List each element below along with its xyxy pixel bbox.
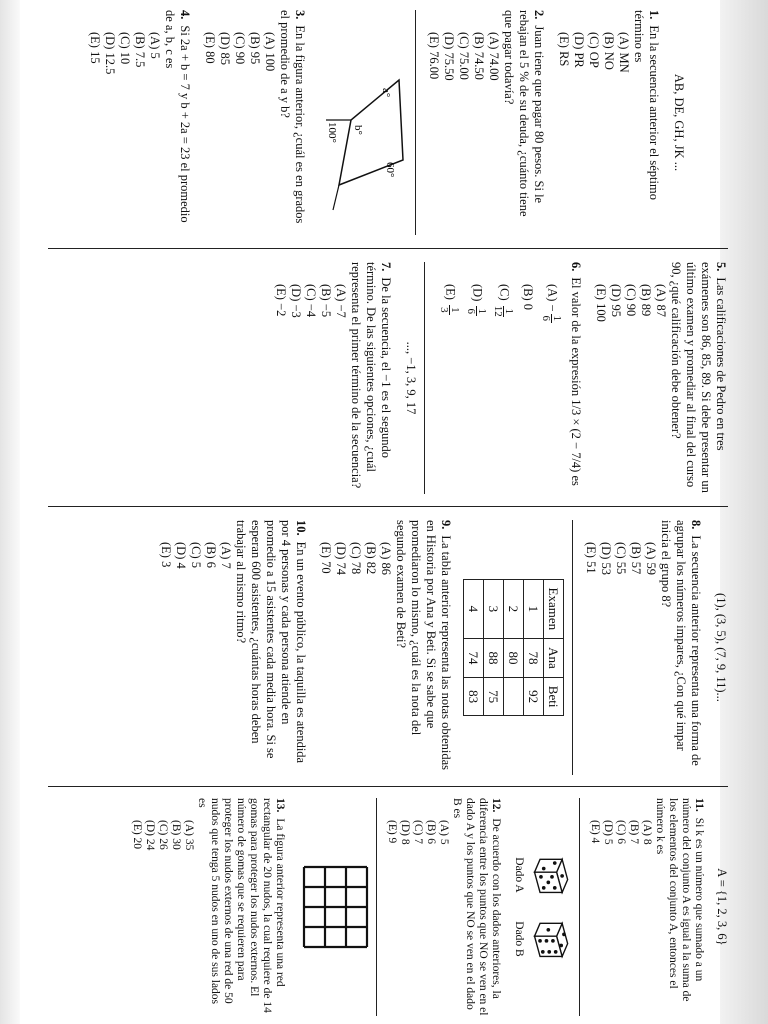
question-number: 2.	[532, 10, 546, 20]
question-text: La figura anterior representa una red rectangular de 20 nudos, la cual requiere de 14 gomas para proteger los nudos externos. El número de gomas que se requieren para proteger los nudos externos de una red de 50 nudos que tenga 5 nudos en uno de sus lados es	[196, 798, 286, 1013]
column-4	[130, 798, 728, 1016]
option[interactable]: (A) 86	[379, 542, 393, 575]
separator-line	[572, 520, 573, 775]
option[interactable]: (B) 0	[521, 284, 535, 311]
angle-a-label: a°	[380, 88, 392, 98]
option[interactable]: (D) 4	[174, 542, 188, 569]
question-11	[588, 798, 705, 1016]
question-number: 12.	[490, 798, 502, 813]
option[interactable]: (A) 74.00	[487, 32, 501, 81]
question-number: 1.	[647, 10, 661, 20]
option[interactable]: (E) 80	[203, 32, 217, 64]
column-1	[87, 10, 728, 235]
question-7	[273, 262, 393, 494]
page-shadow-left	[0, 0, 20, 1024]
question-5	[593, 262, 728, 494]
option[interactable]: (C) 78	[349, 542, 363, 575]
separator-line	[415, 10, 416, 235]
option[interactable]: (A) 8	[641, 820, 653, 845]
separator-line	[424, 262, 425, 494]
option[interactable]: (C) 5	[189, 542, 203, 569]
question-number: 7.	[379, 262, 393, 272]
question-8	[583, 520, 703, 775]
option[interactable]: (B) 82	[364, 542, 378, 575]
question-text-end: es	[569, 475, 583, 486]
grades-table	[463, 579, 564, 717]
option[interactable]: (E) 3	[159, 542, 173, 568]
option[interactable]: (B) NO	[602, 32, 616, 70]
table-header: Examen	[544, 579, 564, 639]
question-2	[426, 10, 546, 235]
option[interactable]: (C) 90	[233, 32, 247, 65]
question-6	[439, 262, 583, 494]
rectangular-net-icon	[300, 862, 372, 952]
option[interactable]: (E) −2	[274, 284, 288, 317]
angle-60-label: 60°	[384, 162, 396, 178]
question-text: En un evento público, la taquilla es atendida por 4 personas y cada persona atiende en promedio a 15 asistentes cada media hora. Si se esperan 600 asistentes, ¿cuántas horas deben trabajar al mismo ritmo?	[234, 520, 308, 764]
option[interactable]: (D) 1 6	[465, 284, 488, 314]
table-row: 3 88 75	[484, 579, 504, 716]
option[interactable]: (A) 100	[263, 32, 277, 72]
question-number: 9.	[439, 520, 453, 530]
question-text: De acuerdo con los dados anteriores, la diferencia entre los puntos que NO se ven en el dado A y los puntos que NO se ven en el dado B es	[451, 798, 502, 1016]
question-text: La secuencia anterior representa una forma de agrupar los números impares, ¿Con qué impar inicia el grupo 8?	[659, 520, 703, 766]
question-text: Si k es un número que sumado a un número del conjunto A es igual a la suma de los elementos del conjunto A, entonces el número k es	[654, 798, 705, 1002]
option[interactable]: (C) 6	[615, 820, 627, 844]
die-a-icon	[529, 852, 575, 898]
separator-line	[579, 798, 580, 1016]
option[interactable]: (A) 5	[438, 820, 450, 845]
option[interactable]: (C) 10	[118, 32, 132, 65]
option[interactable]: (D) 95	[609, 284, 623, 317]
table-row: 2 80	[504, 579, 524, 716]
column-3	[158, 520, 728, 775]
net-figure	[296, 798, 372, 1016]
question-number: 11.	[693, 798, 705, 812]
option[interactable]: (C) 75.00	[457, 32, 471, 80]
question-number: 6.	[569, 262, 583, 272]
question-text: En la secuencia anterior el séptimo término es	[632, 10, 661, 200]
question-13	[130, 798, 286, 1016]
sequence-text: (1), (3, 5), (7, 9, 11)...	[714, 593, 728, 702]
option[interactable]: (D) 8	[399, 820, 411, 845]
option[interactable]: (E) 20	[131, 820, 143, 850]
question-text: La tabla anterior representa las notas obtenidas en Historia por Ana y Beti. Si se sabe que promediaron lo mismo, ¿cuál es la nota del segundo examen de Beti?	[394, 520, 453, 771]
table-header: Beti	[544, 677, 564, 716]
option[interactable]: (B) 95	[248, 32, 262, 65]
option[interactable]: (B) 7	[628, 820, 640, 844]
option[interactable]: (C) 90	[624, 284, 638, 317]
option[interactable]: (D) 12.5	[103, 32, 117, 75]
question-number: 10.	[294, 520, 308, 536]
option[interactable]: (D) PR	[572, 32, 586, 68]
table-header: Ana	[544, 639, 564, 678]
option[interactable]: (D) 53	[599, 542, 613, 575]
question-3	[202, 10, 307, 235]
option[interactable]: (C) OP	[587, 32, 601, 68]
sequence-text: AB, DE, GH, JK ...	[672, 73, 686, 172]
question-text: El valor de la expresión	[569, 277, 583, 397]
die-b-label: Dado B	[513, 921, 525, 957]
option[interactable]: (A) 35	[183, 820, 195, 851]
option[interactable]: (C) 26	[157, 820, 169, 850]
expression: 1/3 × (2 − 7/4)	[569, 399, 583, 473]
option[interactable]: (C) 55	[614, 542, 628, 575]
option[interactable]: (E) RS	[557, 32, 571, 67]
option[interactable]: (D) −3	[289, 284, 303, 318]
option[interactable]: (A) 5	[148, 32, 162, 59]
option[interactable]: (B) −5	[319, 284, 333, 318]
separator-line	[376, 798, 377, 1016]
question-text: Juan tiene que pagar 80 pesos. Si le rebajan el 5 % de su deuda, ¿cuánto tiene que pagar todavía?	[502, 10, 546, 217]
question-number: 13.	[274, 798, 286, 813]
option[interactable]: (D) 85	[218, 32, 232, 65]
option[interactable]: (D) 75.50	[442, 32, 456, 81]
table-row: 1 78 92	[524, 579, 544, 716]
question-text: Si 2a + b = 7 y b + 2a = 23 el promedio de a, b, c es	[163, 10, 192, 223]
question-text: Las calificaciones de Pedro en tres exámenes son 86, 85, 89. Si debe presentar un último examen y promediar al final del curso 90, ¿qué calificación debe obtener?	[669, 262, 728, 493]
option[interactable]: (E) 100	[594, 284, 608, 322]
option[interactable]: (A) − 1 6	[540, 284, 563, 322]
option[interactable]: (E) 76.00	[427, 32, 441, 80]
option[interactable]: (C) −4	[304, 284, 318, 318]
option[interactable]: (A) 7	[219, 542, 233, 569]
option[interactable]: (A) −7	[334, 284, 348, 318]
option[interactable]: (B) 74.50	[472, 32, 486, 80]
dice-figure	[512, 798, 575, 1016]
option[interactable]: (B) 6	[204, 542, 218, 569]
option[interactable]: (B) 6	[425, 820, 437, 844]
option[interactable]: (E) 51	[584, 542, 598, 574]
angle-100-label: 100°	[326, 122, 338, 143]
question-12	[385, 798, 502, 1016]
option[interactable]: (E) 1 3	[438, 284, 461, 313]
option[interactable]: (D) 74	[334, 542, 348, 575]
die-b	[512, 916, 575, 962]
option[interactable]: (D) 24	[144, 820, 156, 851]
option[interactable]: (E) 70	[319, 542, 333, 574]
question-text: De la secuencia, el −1 es el segundo término. De las siguientes opciones, ¿cuál representa el primer término de la secuencia?	[349, 262, 393, 489]
option[interactable]: (E) 4	[589, 820, 601, 844]
option[interactable]: (B) 30	[170, 820, 182, 850]
option[interactable]: (B) 89	[639, 284, 653, 317]
question-number: 5.	[714, 262, 728, 272]
die-b-icon	[529, 916, 575, 962]
set-text: A = {1, 2, 3, 6}	[715, 868, 729, 946]
option[interactable]: (C) 7	[412, 820, 424, 844]
question-number: 3.	[293, 10, 307, 20]
option[interactable]: (D) 5	[602, 820, 614, 845]
column-divider-3	[48, 786, 728, 787]
option[interactable]: (A) 59	[644, 542, 658, 575]
column-divider-1	[48, 248, 728, 249]
die-a-label: Dado A	[513, 857, 525, 893]
option[interactable]: (E) 9	[386, 820, 398, 844]
column-2	[273, 262, 728, 494]
column-divider-2	[48, 506, 728, 507]
sequence-text: ..., −1, 3, 9, 17	[404, 341, 418, 415]
die-a	[512, 852, 575, 898]
option[interactable]: (A) MN	[617, 32, 631, 73]
option[interactable]: (A) 87	[654, 284, 668, 317]
quadrilateral-figure	[321, 10, 411, 235]
question-number: 8.	[689, 520, 703, 530]
option[interactable]: (B) 7.5	[133, 32, 147, 68]
question-1	[556, 10, 661, 235]
angle-b-label: b°	[352, 125, 364, 135]
option[interactable]: (C) 1 12	[492, 284, 515, 317]
option[interactable]: (B) 57	[629, 542, 643, 575]
question-number: 4.	[178, 10, 192, 20]
option[interactable]: (E) 15	[88, 32, 102, 64]
table-row: 4 74 83	[464, 579, 484, 716]
question-9	[318, 520, 453, 775]
question-4	[87, 10, 192, 235]
question-10	[158, 520, 308, 775]
question-text: En la figura anterior, ¿cuál es en grados el promedio de a y b?	[278, 10, 307, 224]
